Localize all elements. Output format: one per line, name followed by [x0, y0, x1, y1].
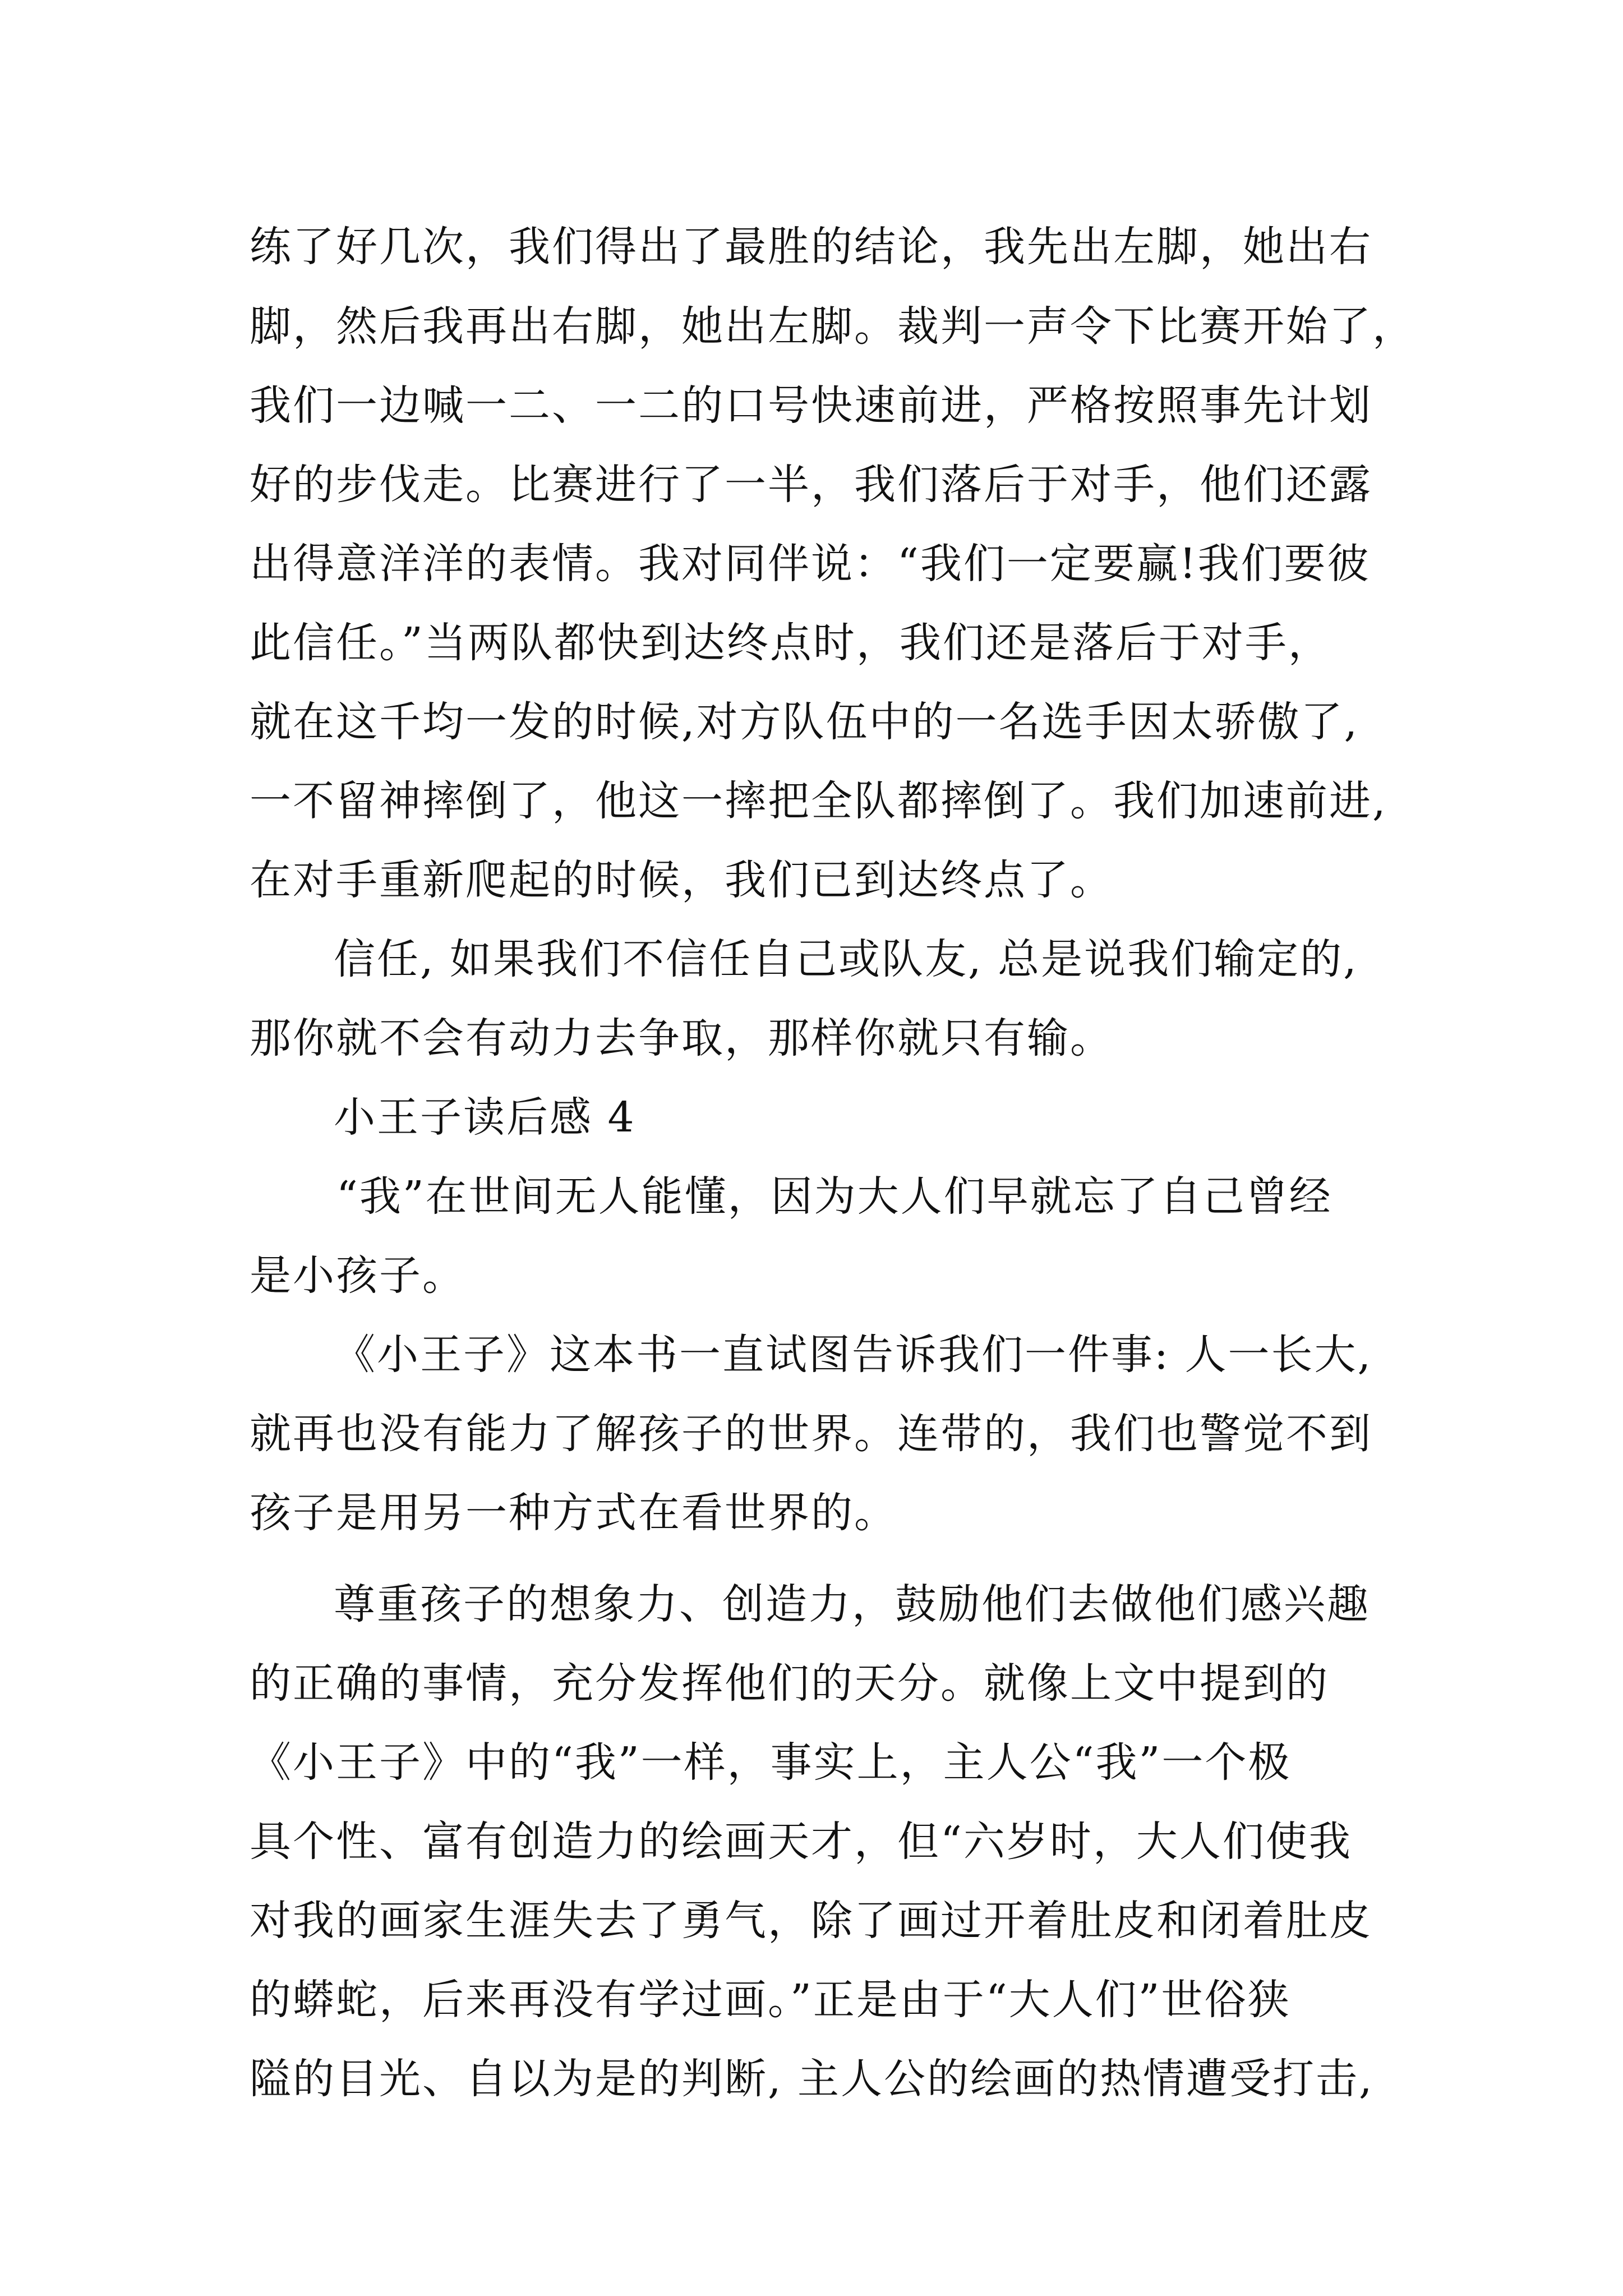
text-line: 一不留神摔倒了，他这一摔把全队都摔倒了。我们加速前进, [250, 777, 1387, 825]
text-line: 的蟒蛇，后来再没有学过画。”正是由于“大人们”世俗狭 [250, 1976, 1291, 2024]
text-line: 在对手重新爬起的时候，我们已到达终点了。 [250, 856, 1113, 904]
text-line: 此信任。”当两队都快到达终点时，我们还是落后于对手， [250, 619, 1331, 667]
paragraph-first-line: 信任, 如果我们不信任自己或队友, 总是说我们输定的, [334, 935, 1358, 983]
text-line: 出得意洋洋的表情。我对同伴说：“我们一定要赢!我们要彼 [250, 540, 1371, 588]
paragraph-first-line: “我”在世间无人能懂，因为大人们早就忘了自己曾经 [336, 1172, 1332, 1221]
text-line: 是小孩子。 [250, 1251, 465, 1300]
paragraph-first-line: 《小王子》这本书一直试图告诉我们一件事: 人一长大, [334, 1331, 1372, 1379]
text-line: 就再也没有能力了解孩子的世界。连带的，我们也警觉不到 [250, 1410, 1372, 1458]
text-line: 好的步伐走。比赛进行了一半，我们落后于对手，他们还露 [250, 461, 1372, 509]
text-line: 就在这千均一发的时候,对方队伍中的一名选手因太骄傲了, [250, 698, 1359, 746]
text-line: 我们一边喊一二、一二的口号快速前进，严格按照事先计划 [250, 381, 1372, 430]
text-line: 孩子是用另一种方式在看世界的。 [250, 1489, 897, 1537]
text-line: 那你就不会有动力去争取，那样你就只有输。 [250, 1014, 1113, 1062]
text-line: 《小王子》中的“我”一样，事实上，主人公“我”一个极 [250, 1738, 1292, 1787]
text-line: 练了好几次，我们得出了最胜的结论，我先出左脚，她出右 [250, 223, 1372, 271]
text-line: 对我的画家生涯失去了勇气，除了画过开着肚皮和闭着肚皮 [250, 1897, 1372, 1945]
section-heading: 小王子读后感 4 [334, 1093, 636, 1142]
text-line: 的正确的事情，充分发挥他们的天分。就像上文中提到的 [250, 1659, 1329, 1708]
text-line: 隘的目光、自以为是的判断, 主人公的绘画的热情遭受打击, [250, 2055, 1374, 2103]
text-line: 具个性、富有创造力的绘画天才，但“六岁时，大人们使我 [250, 1818, 1352, 1866]
text-line: 脚，然后我再出右脚，她出左脚。裁判一声令下比赛开始了， [250, 302, 1415, 351]
paragraph-first-line: 尊重孩子的想象力、创造力，鼓励他们去做他们感兴趣 [334, 1580, 1370, 1628]
